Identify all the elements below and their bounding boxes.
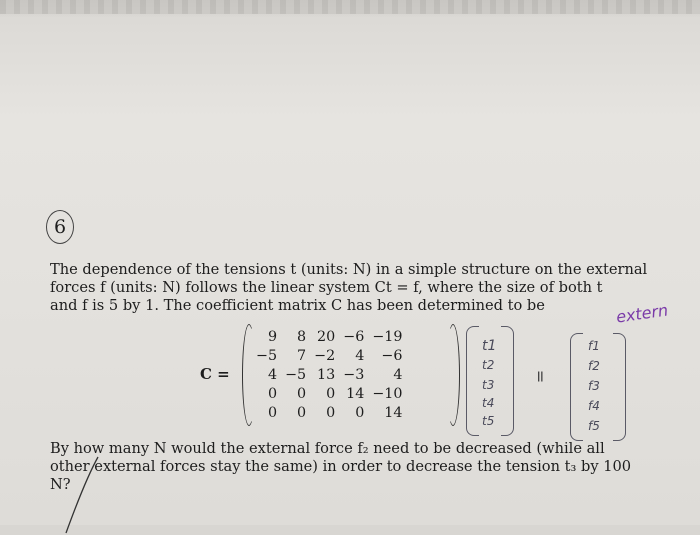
question-line: N? — [50, 476, 71, 493]
matrix-cell: 14 — [346, 385, 365, 402]
matrix-cell: −19 — [372, 328, 403, 345]
problem-number-circle — [46, 210, 74, 244]
matrix-cell: −2 — [314, 347, 336, 364]
matrix-row — [252, 384, 406, 403]
matrix-cell: 0 — [297, 385, 307, 402]
t-entry: t2 — [482, 358, 495, 372]
handwritten-f-vector — [570, 333, 626, 439]
f-vector-right-bracket — [613, 333, 626, 441]
matrix-cell: 7 — [297, 347, 307, 364]
matrix-cell: 4 — [267, 366, 278, 383]
f-entry: f1 — [588, 339, 600, 353]
t-entry: t5 — [482, 414, 495, 428]
matrix-row — [252, 403, 406, 422]
coefficient-matrix — [252, 327, 406, 422]
matrix-cell: 13 — [317, 366, 336, 383]
question-line: other external forces stay the same) in order to decrease the tension t₃ by 100 — [50, 458, 632, 475]
paper-top-edge — [0, 0, 700, 14]
matrix-cell: 8 — [297, 328, 307, 345]
t-vector-right-bracket — [501, 326, 514, 436]
matrix-cell: −5 — [256, 347, 278, 364]
question-line: By how many N would the external force f₂ need to be decreased (while all — [50, 440, 605, 457]
matrix-cell: 0 — [326, 404, 336, 421]
matrix-cell: 0 — [355, 404, 365, 421]
f-vector-left-bracket — [570, 333, 583, 441]
matrix-right-paren — [446, 324, 460, 426]
matrix-cell: 4 — [393, 366, 403, 383]
matrix-cell: −10 — [372, 385, 403, 402]
f-entry: f5 — [588, 419, 600, 433]
f-entry: f3 — [588, 379, 600, 393]
t-entry: t3 — [482, 378, 495, 392]
margin-note-extern: extern — [614, 300, 670, 327]
matrix-cell: −6 — [343, 328, 365, 345]
matrix-cell: −6 — [381, 347, 403, 364]
matrix-cell: 0 — [297, 404, 307, 421]
statement-line: The dependence of the tensions t (units: N) in a simple structure on the external — [50, 261, 648, 278]
problem-statement — [50, 261, 648, 315]
f-entry: f2 — [588, 359, 600, 373]
pen-stroke-mark — [58, 455, 108, 535]
statement-line: and f is 5 by 1. The coefficient matrix C has been determined to be — [50, 297, 545, 314]
f-entry: f4 — [588, 399, 600, 413]
matrix-row — [252, 365, 406, 384]
t-vector-left-bracket — [466, 326, 479, 436]
matrix-cell: 20 — [317, 328, 336, 345]
matrix-cell: −3 — [343, 366, 365, 383]
matrix-cell: −5 — [285, 366, 307, 383]
t-entry: t1 — [482, 338, 497, 354]
question-text — [50, 440, 640, 494]
t-entry: t4 — [482, 396, 495, 410]
handwritten-equals: = — [531, 369, 551, 384]
matrix-row — [252, 327, 406, 346]
matrix-cell: 0 — [326, 385, 336, 402]
matrix-cell: 4 — [355, 347, 365, 364]
matrix-cell: 0 — [267, 385, 278, 402]
matrix-row — [252, 346, 406, 365]
statement-line: forces f (units: N) follows the linear system Ct = f, where the size of both t — [50, 279, 603, 296]
handwritten-t-vector — [466, 326, 514, 434]
matrix-cell: 0 — [267, 404, 278, 421]
matrix-cell: 9 — [267, 328, 278, 345]
problem-number: 6 — [53, 216, 67, 238]
matrix-label: C = — [200, 365, 230, 383]
matrix-cell: 14 — [384, 404, 403, 421]
